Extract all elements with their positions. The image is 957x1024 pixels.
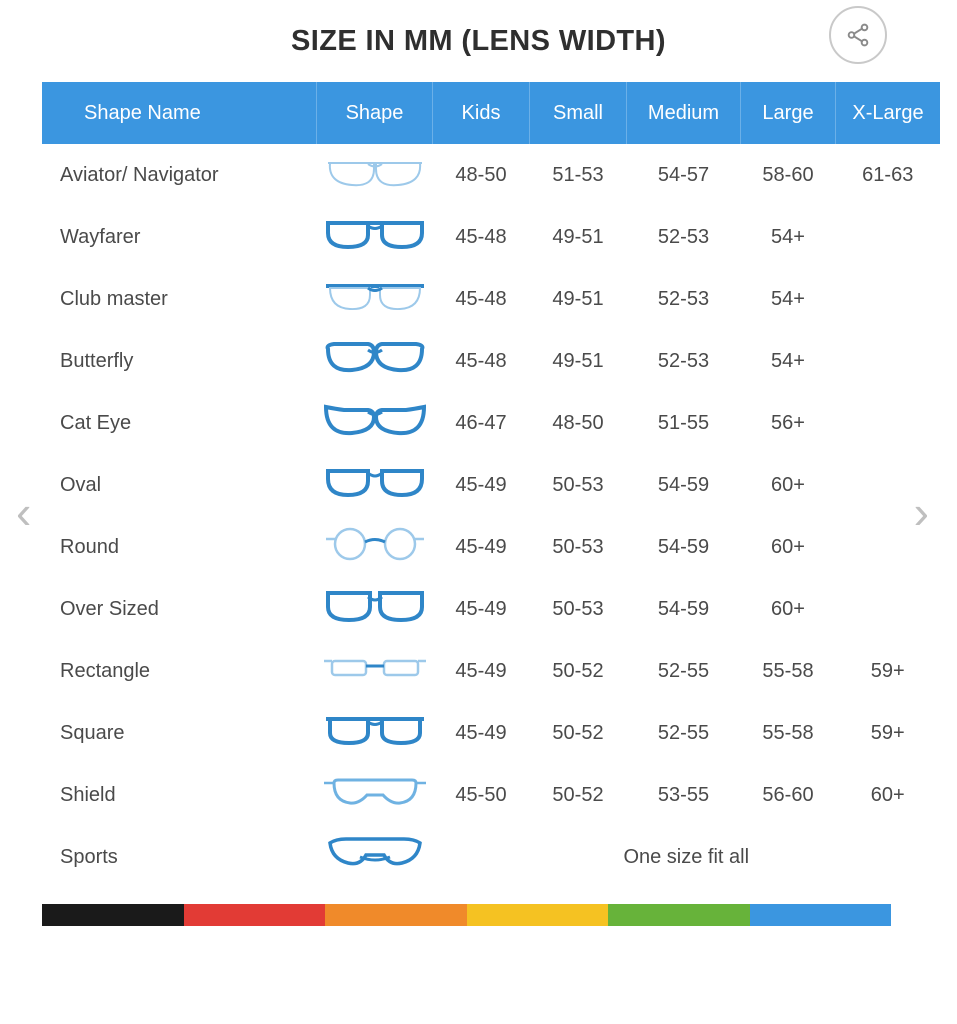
cell-kids: 45-49 [433,640,530,702]
row-label: Wayfarer [42,206,317,268]
table-row [42,392,940,454]
cell-large: 55-58 [741,702,836,764]
cell-medium: 54-59 [627,454,741,516]
row-label: Round [42,516,317,578]
column-header-shape: Shape [317,82,433,144]
cell-small: 50-53 [530,516,627,578]
cell-medium: 54-59 [627,516,741,578]
column-header-kids: Kids [433,82,530,144]
column-header-medium: Medium [627,82,741,144]
column-header-shape-name: Shape Name [42,82,317,144]
table-body [42,144,940,888]
cell-medium: 52-53 [627,206,741,268]
cell-medium: 51-55 [627,392,741,454]
oversized-glasses-icon [317,578,433,640]
table-row [42,206,940,268]
cell-kids: 45-49 [433,454,530,516]
cell-large: 58-60 [741,144,836,206]
cell-medium: 52-55 [627,640,741,702]
row-label: Square [42,702,317,764]
column-header-x-large: X-Large [836,82,941,144]
row-label: Rectangle [42,640,317,702]
title-bar [0,0,957,82]
cell-xlarge [836,268,941,330]
aviator-glasses-icon [317,144,433,206]
cell-medium: 53-55 [627,764,741,826]
color-strip [42,904,891,926]
cell-xlarge: 59+ [836,640,941,702]
row-label: Sports [42,826,317,888]
page-title: SIZE IN MM (LENS WIDTH) [291,24,666,57]
color-swatch-red [184,904,326,926]
square-glasses-icon [317,702,433,764]
row-label: Oval [42,454,317,516]
cell-large: 54+ [741,206,836,268]
cell-small: 50-52 [530,640,627,702]
table-row [42,330,940,392]
color-swatch-black [42,904,184,926]
cell-small: 50-53 [530,578,627,640]
cell-small: 50-52 [530,764,627,826]
row-label: Cat Eye [42,392,317,454]
table-header [42,82,940,144]
cell-medium: 52-53 [627,268,741,330]
cell-small: 49-51 [530,206,627,268]
cell-kids: 45-50 [433,764,530,826]
size-table-wrap [42,82,924,888]
cell-medium: 54-57 [627,144,741,206]
cell-large: 55-58 [741,640,836,702]
cell-large: 60+ [741,454,836,516]
size-table [42,82,940,888]
cell-large: 54+ [741,268,836,330]
butterfly-glasses-icon [317,330,433,392]
column-header-small: Small [530,82,627,144]
cell-kids: 45-48 [433,330,530,392]
table-header-row [42,82,940,144]
column-header-large: Large [741,82,836,144]
sports-glasses-icon [317,826,433,888]
table-row [42,826,940,888]
cell-kids: 45-49 [433,516,530,578]
row-label: Shield [42,764,317,826]
cell-small: 50-53 [530,454,627,516]
cell-small: 49-51 [530,330,627,392]
color-swatch-blue [750,904,892,926]
cell-medium: 52-55 [627,702,741,764]
cell-large: 54+ [741,330,836,392]
cell-small: 48-50 [530,392,627,454]
wayfarer-glasses-icon [317,206,433,268]
cell-small: 51-53 [530,144,627,206]
cell-xlarge [836,392,941,454]
cell-xlarge: 61-63 [836,144,941,206]
cell-large: 56+ [741,392,836,454]
one-size-note: One size fit all [433,826,941,888]
table-row [42,578,940,640]
table-row [42,640,940,702]
cell-xlarge [836,330,941,392]
table-row [42,702,940,764]
cell-medium: 54-59 [627,578,741,640]
table-row [42,454,940,516]
cateye-glasses-icon [317,392,433,454]
table-row [42,516,940,578]
row-label: Butterfly [42,330,317,392]
cell-large: 60+ [741,578,836,640]
cell-kids: 46-47 [433,392,530,454]
color-swatch-green [608,904,750,926]
row-label: Over Sized [42,578,317,640]
share-icon[interactable] [829,6,887,64]
cell-kids: 45-49 [433,702,530,764]
cell-kids: 45-49 [433,578,530,640]
table-row [42,268,940,330]
cell-kids: 45-48 [433,206,530,268]
prev-arrow[interactable]: ‹ [16,486,32,538]
cell-small: 50-52 [530,702,627,764]
next-arrow[interactable]: › [913,486,929,538]
cell-large: 56-60 [741,764,836,826]
oval-glasses-icon [317,454,433,516]
cell-kids: 48-50 [433,144,530,206]
cell-medium: 52-53 [627,330,741,392]
row-label: Aviator/ Navigator [42,144,317,206]
cell-xlarge [836,206,941,268]
cell-small: 49-51 [530,268,627,330]
cell-large: 60+ [741,516,836,578]
cell-kids: 45-48 [433,268,530,330]
cell-xlarge [836,578,941,640]
color-swatch-orange [325,904,467,926]
cell-xlarge: 60+ [836,764,941,826]
table-row [42,144,940,206]
shield-glasses-icon [317,764,433,826]
table-row [42,764,940,826]
color-swatch-yellow [467,904,609,926]
cell-xlarge: 59+ [836,702,941,764]
row-label: Club master [42,268,317,330]
round-glasses-icon [317,516,433,578]
clubmaster-glasses-icon [317,268,433,330]
rectangle-glasses-icon [317,640,433,702]
